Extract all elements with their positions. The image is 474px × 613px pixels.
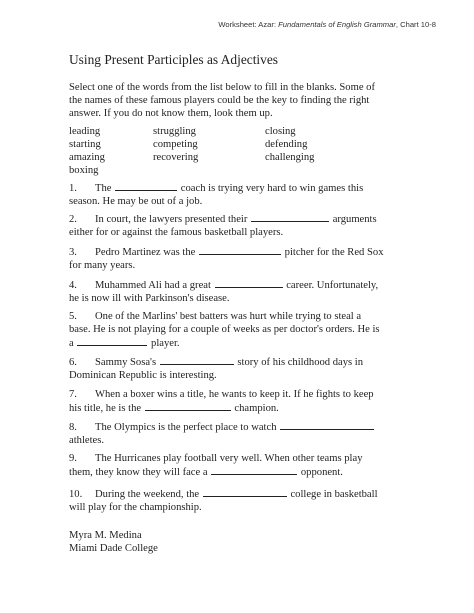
question-5: [69, 310, 429, 350]
question-text: he is now ill with Parkinson's disease.: [69, 293, 230, 304]
word-list-item: defending: [265, 139, 308, 150]
question-text: his title, he is the: [69, 403, 142, 414]
question-2: [69, 212, 429, 239]
question-text: When a boxer wins a title, he wants to keep it. If he fights to keep: [95, 389, 374, 400]
answer-blank[interactable]: [145, 401, 231, 411]
question-text: Sammy Sosa's: [95, 357, 157, 368]
question-number: 8.: [69, 422, 77, 433]
question-text: career. Unfortunately,: [286, 280, 379, 291]
instructions-line: Select one of the words from the list below to fill in the blanks. Some of: [69, 82, 375, 93]
author-signature: [69, 529, 158, 555]
question-text: athletes.: [69, 435, 105, 446]
question-number: 1.: [69, 183, 77, 194]
question-text: a: [69, 338, 74, 349]
word-list-item: amazing: [69, 152, 105, 163]
question-text: coach is trying very hard to win games this: [180, 183, 364, 194]
question-text: them, they know they will face a: [69, 467, 208, 478]
header-prefix: Worksheet: Azar:: [218, 20, 279, 29]
header-suffix: , Chart 10-8: [395, 20, 436, 29]
question-number: 9.: [69, 453, 77, 464]
question-number: 6.: [69, 357, 77, 368]
question-text: player.: [151, 338, 180, 349]
question-text: During the weekend, the: [95, 489, 200, 500]
word-list-item: closing: [265, 126, 296, 137]
question-6: [69, 355, 429, 382]
worksheet-title: Using Present Participles as Adjectives: [69, 52, 279, 67]
word-list-item: challenging: [265, 152, 315, 163]
question-text: season. He may be out of a job.: [69, 196, 203, 207]
question-text: The: [95, 183, 112, 194]
question-number: 3.: [69, 247, 77, 258]
answer-blank[interactable]: [211, 465, 297, 475]
answer-blank[interactable]: [77, 336, 147, 346]
word-list: [69, 125, 369, 177]
question-9: [69, 452, 429, 479]
answer-blank[interactable]: [199, 245, 281, 255]
author-name: Myra M. Medina: [69, 530, 142, 541]
question-4: [69, 278, 429, 305]
page-header: [218, 20, 436, 29]
question-number: 5.: [69, 311, 77, 322]
word-list-item: competing: [153, 139, 198, 150]
word-list-item: recovering: [153, 152, 199, 163]
question-number: 2.: [69, 214, 77, 225]
instructions: [69, 81, 425, 120]
question-text: will play for the championship.: [69, 502, 202, 513]
question-text: Muhammed Ali had a great: [95, 280, 211, 291]
question-7: [69, 388, 429, 415]
header-book-title: Fundamentals of English Grammar: [278, 20, 396, 29]
question-text: arguments: [332, 214, 377, 225]
question-text: Pedro Martinez was the: [95, 247, 196, 258]
question-text: base. He is not playing for a couple of weeks as per doctor's orders. He is: [69, 324, 380, 335]
author-institution: Miami Dade College: [69, 543, 158, 554]
answer-blank[interactable]: [215, 278, 283, 288]
instructions-line: answer. If you do not know them, look them up.: [69, 108, 273, 119]
question-text: either for or against the famous basketball players.: [69, 227, 284, 238]
answer-blank[interactable]: [280, 420, 374, 430]
word-list-item: starting: [69, 139, 101, 150]
answer-blank[interactable]: [203, 487, 287, 497]
word-list-item: struggling: [153, 126, 196, 137]
question-text: pitcher for the Red Sox: [284, 247, 384, 258]
question-text: champion.: [234, 403, 279, 414]
question-text: college in basketball: [290, 489, 378, 500]
question-number: 10.: [69, 489, 83, 500]
word-list-item: boxing: [69, 165, 99, 176]
question-text: The Hurricanes play football very well. When other teams play: [95, 453, 363, 464]
question-text: In court, the lawyers presented their: [95, 214, 248, 225]
question-text: Dominican Republic is interesting.: [69, 370, 217, 381]
question-text: opponent.: [300, 467, 343, 478]
word-list-item: leading: [69, 126, 101, 137]
answer-blank[interactable]: [251, 212, 329, 222]
question-text: for many years.: [69, 260, 136, 271]
answer-blank[interactable]: [160, 355, 234, 365]
question-text: story of his childhood days in: [237, 357, 364, 368]
question-text: One of the Marlins' best batters was hurt while trying to steal a: [95, 311, 362, 322]
answer-blank[interactable]: [115, 181, 177, 191]
question-1: [69, 181, 429, 208]
question-3: [69, 245, 429, 272]
question-number: 4.: [69, 280, 77, 291]
question-10: [69, 487, 429, 514]
question-text: The Olympics is the perfect place to watch: [95, 422, 277, 433]
instructions-line: the names of these famous players could be the key to finding the right: [69, 95, 370, 106]
question-number: 7.: [69, 389, 77, 400]
question-8: [69, 420, 429, 447]
